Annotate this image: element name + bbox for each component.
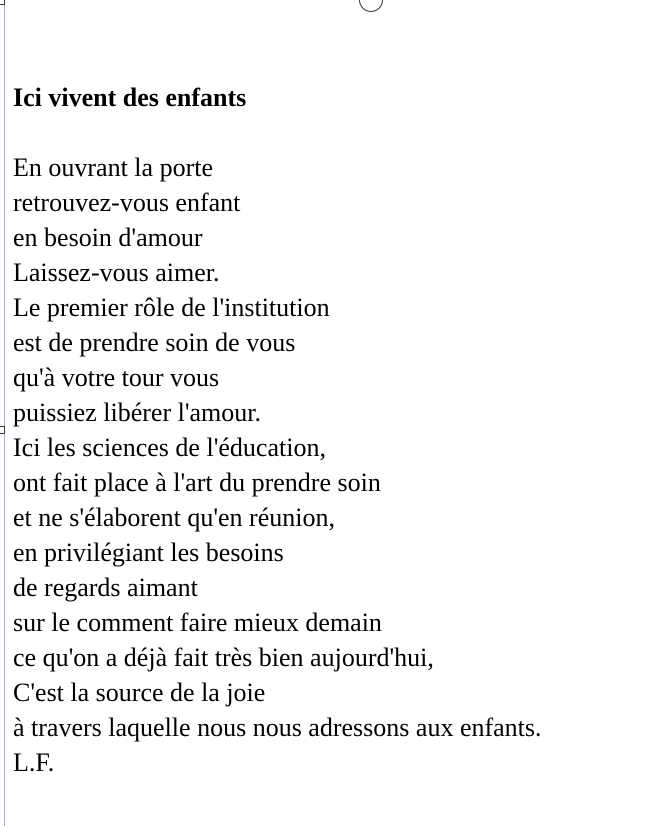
poem-line: sur le comment faire mieux demain (13, 608, 382, 637)
poem-line: retrouvez-vous enfant (13, 188, 241, 217)
poem-line: Laissez-vous aimer. (13, 258, 220, 287)
poem-line: Le premier rôle de l'institution (13, 293, 330, 322)
poem-line: en besoin d'amour (13, 223, 203, 252)
resize-handle-top-left[interactable] (0, 0, 5, 5)
poem-line: L.F. (13, 748, 55, 777)
poem-body (13, 150, 542, 780)
poem-line: à travers laquelle nous nous adressons aux enfants. (13, 713, 542, 742)
rotate-handle-icon[interactable] (359, 0, 383, 12)
poem-line: puissiez libérer l'amour. (13, 398, 262, 427)
poem-line: C'est la source de la joie (13, 678, 266, 707)
poem-line: ont fait place à l'art du prendre soin (13, 468, 381, 497)
poem-line: ce qu'on a déjà fait très bien aujourd'hui, (13, 643, 434, 672)
poem-line: de regards aimant (13, 573, 198, 602)
poem-line: est de prendre soin de vous (13, 328, 296, 357)
text-frame-border (4, 0, 5, 826)
resize-handle-middle-left[interactable] (0, 426, 5, 434)
poem-line: Ici les sciences de l'éducation, (13, 433, 326, 462)
poem-line: en privilégiant les besoins (13, 538, 284, 567)
poem-line: En ouvrant la porte (13, 153, 213, 182)
poem-line: et ne s'élaborent qu'en réunion, (13, 503, 335, 532)
poem-line: qu'à votre tour vous (13, 363, 220, 392)
poem-title: Ici vivent des enfants (13, 83, 247, 112)
